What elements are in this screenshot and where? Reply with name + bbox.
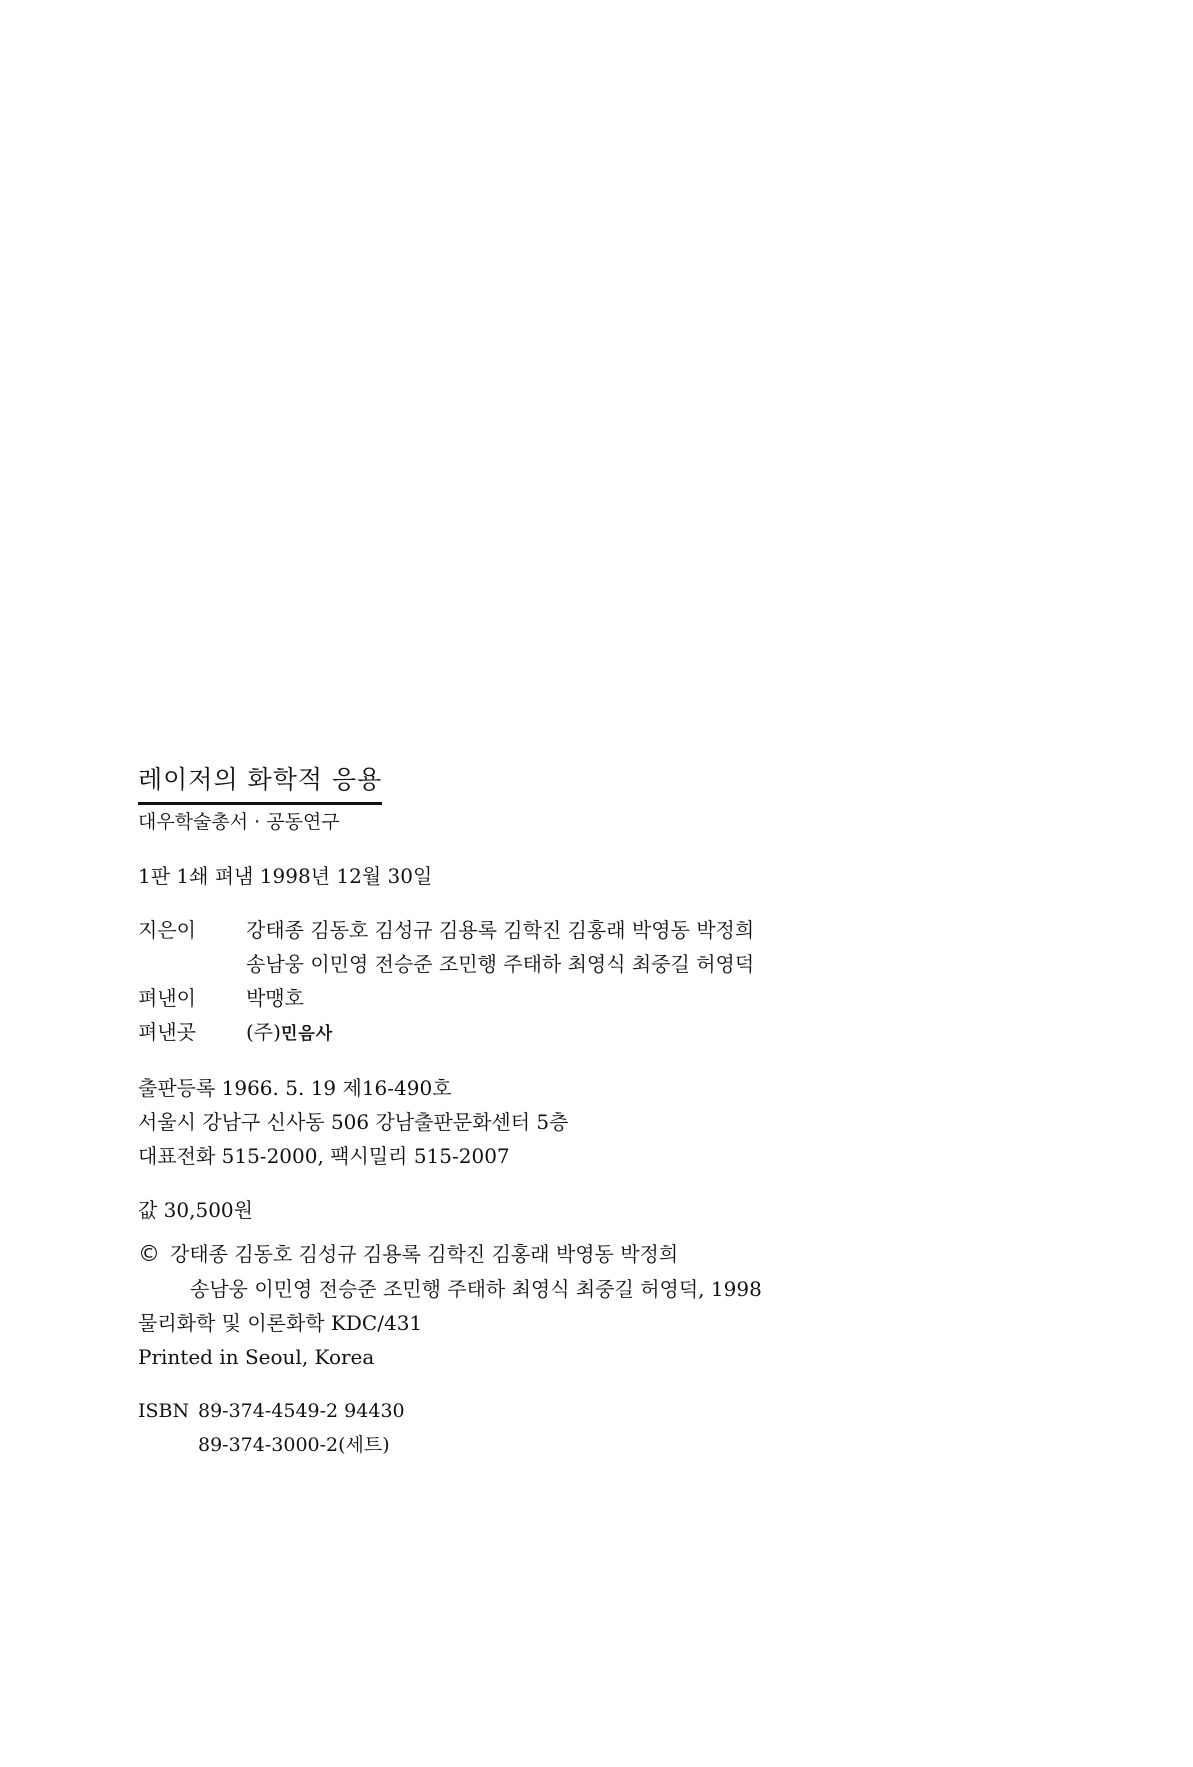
isbn-value-1: 89-374-4549-2 94430	[198, 1400, 405, 1422]
copyright-line-1	[138, 1237, 898, 1272]
authors-list	[246, 913, 754, 981]
publisher-label: 펴낸곳	[138, 1020, 196, 1044]
copyright-line-2: 송남웅 이민영 전승준 조민행 주태하 최영식 최중길 허영덕, 1998	[190, 1277, 762, 1301]
publisher-person-label: 펴낸이	[138, 986, 196, 1010]
registration-info: 출판등록 1966. 5. 19 제16-490호	[138, 1076, 452, 1100]
printed-info: Printed in Seoul, Korea	[138, 1345, 375, 1369]
publisher-row	[138, 1015, 898, 1051]
authors-row	[138, 913, 898, 981]
isbn-row	[138, 1394, 898, 1462]
colophon	[138, 760, 898, 1462]
isbn-value-2: 89-374-3000-2(세트)	[198, 1434, 390, 1456]
book-title: 레이저의 화학적 응용	[138, 760, 382, 805]
authors-line-1: 강태종 김동호 김성규 김용록 김학진 김홍래 박영동 박정희	[246, 918, 755, 942]
authors-label: 지은이	[138, 918, 196, 942]
classification-info: 물리화학 및 이론화학 KDC/431	[138, 1311, 423, 1335]
isbn-values	[198, 1394, 405, 1462]
isbn-label: ISBN	[138, 1400, 190, 1422]
phone-info: 대표전화 515-2000, 팩시밀리 515-2007	[138, 1144, 510, 1168]
publisher-person-name: 박맹호	[246, 986, 304, 1010]
publisher-person-row	[138, 981, 898, 1015]
address-info: 서울시 강남구 신사동 506 강남출판문화센터 5층	[138, 1110, 569, 1134]
publisher-logo: 민음사	[280, 1024, 334, 1044]
publisher-name	[246, 1015, 333, 1051]
edition-info: 1판 1쇄 펴냄 1998년 12월 30일	[138, 864, 433, 888]
authors-line-2: 송남웅 이민영 전승준 조민행 주태하 최영식 최중길 허영덕	[246, 952, 755, 976]
copyright-block	[138, 1237, 898, 1306]
series-name: 대우학술총서 · 공동연구	[138, 811, 340, 833]
price-info: 값 30,500원	[138, 1198, 253, 1222]
copyright-holders-1: 강태종 김동호 김성규 김용록 김학진 김홍래 박영동 박정희	[170, 1242, 679, 1266]
copyright-symbol: ©	[138, 1242, 160, 1267]
publisher-prefix: (주)	[246, 1020, 281, 1044]
